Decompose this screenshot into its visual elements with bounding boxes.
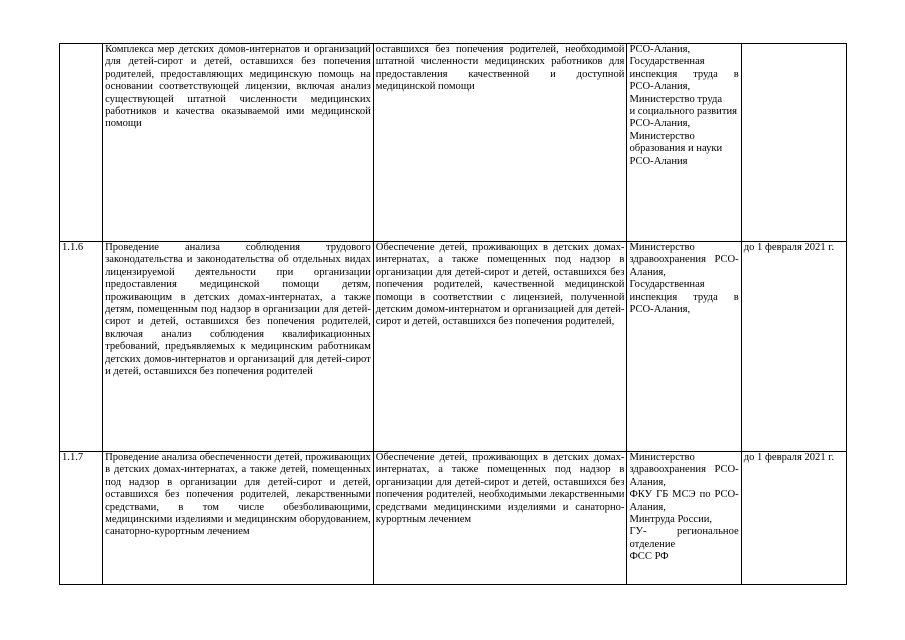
executors-text: Министерство здравоохранения РСО-Алания, ФКУ ГБ МСЭ по РСО-Алания, Минтруда России, ГУ- региональное отделение ФСС РФ [629, 452, 739, 563]
table-row [60, 44, 847, 242]
measure-description [103, 452, 374, 585]
executors [627, 242, 741, 452]
expected-result [373, 242, 627, 452]
executors-text: Министерство здравоохранения РСО-Алания, Государственная инспекция труда в РСО-Алания, [629, 242, 739, 316]
deadline: до 1 февраля 2021 г. [741, 242, 846, 452]
row-number: 1.1.6 [60, 242, 103, 452]
measure-text: Проведение анализа обеспеченности детей, проживающих в детских домах-интернатах, а также детей, помещенных под надзор в организации для детей-сирот и детей, оставшихся без попечения родителей, лекарственными средствами, в том числе обезболивающими, медицинскими изделиями и медицинским оборудованием, санаторно-курортным лечением [105, 452, 371, 538]
result-text: оставшихся без попечения родителей, необходимой штатной численности медицинских работников для предоставления качественной и доступной медицинской помощи [375, 44, 625, 93]
table-row [60, 242, 847, 452]
measure-text: Комплекса мер детских домов-интернатов и организаций для детей-сирот и детей, оставшихся без попечения родителей, предоставляющих медицинскую помощь на основании соответствующей лицензии, включая анализ существующей штатной численности медицинских работников и качества оказываемой ими медицинской помощи [105, 44, 371, 130]
result-text: Обеспечение детей, проживающих в детских домах-интернатах, а также помещенных под надзор в организации для детей-сирот и детей, оставшихся без попечения родителей, необходимыми лекарственными средствами медицинскими изделиями и санаторно-курортным лечением [375, 452, 625, 526]
measure-description [103, 44, 374, 242]
deadline [741, 44, 846, 242]
row-number: 1.1.7 [60, 452, 103, 585]
result-text: Обеспечение детей, проживающих в детских домах-интернатах, а также помещенных под надзор в организации для детей-сирот и детей, оставшихся без попечения родителей, качественной медицинской помощи в соответствии с лицензией, полученной детским домом-интернатом и организацией для детей-сирот и детей, оставшихся без попечения родителей, [375, 242, 625, 328]
expected-result [373, 44, 627, 242]
measure-text: Проведение анализа соблюдения трудового законодательства и законодательства об отдельных видах лицензируемой деятельности при организации предоставления медицинской помощи детям, проживающим в детских домах-интернатах, а также детям, помещенным под надзор в организации для детей-сирот и детей, оставшихся без попечения родителей, включая анализ соблюдения квалификационных требований, предъявляемых к медицинским работникам детских домов-интернатов и организаций для детей-сирот и детей, оставшихся без попечения родителей [105, 242, 371, 378]
executors [627, 452, 741, 585]
executors [627, 44, 741, 242]
measure-description [103, 242, 374, 452]
table-row [60, 452, 847, 585]
row-number [60, 44, 103, 242]
executors-text: РСО-Алания, Государственная инспекция труда в РСО-Алания, Министерство труда и социального развития РСО-Алания, Министерство образования и науки РСО-Алания [629, 44, 739, 167]
expected-result [373, 452, 627, 585]
measures-table [59, 43, 847, 585]
deadline: до 1 февраля 2021 г. [741, 452, 846, 585]
